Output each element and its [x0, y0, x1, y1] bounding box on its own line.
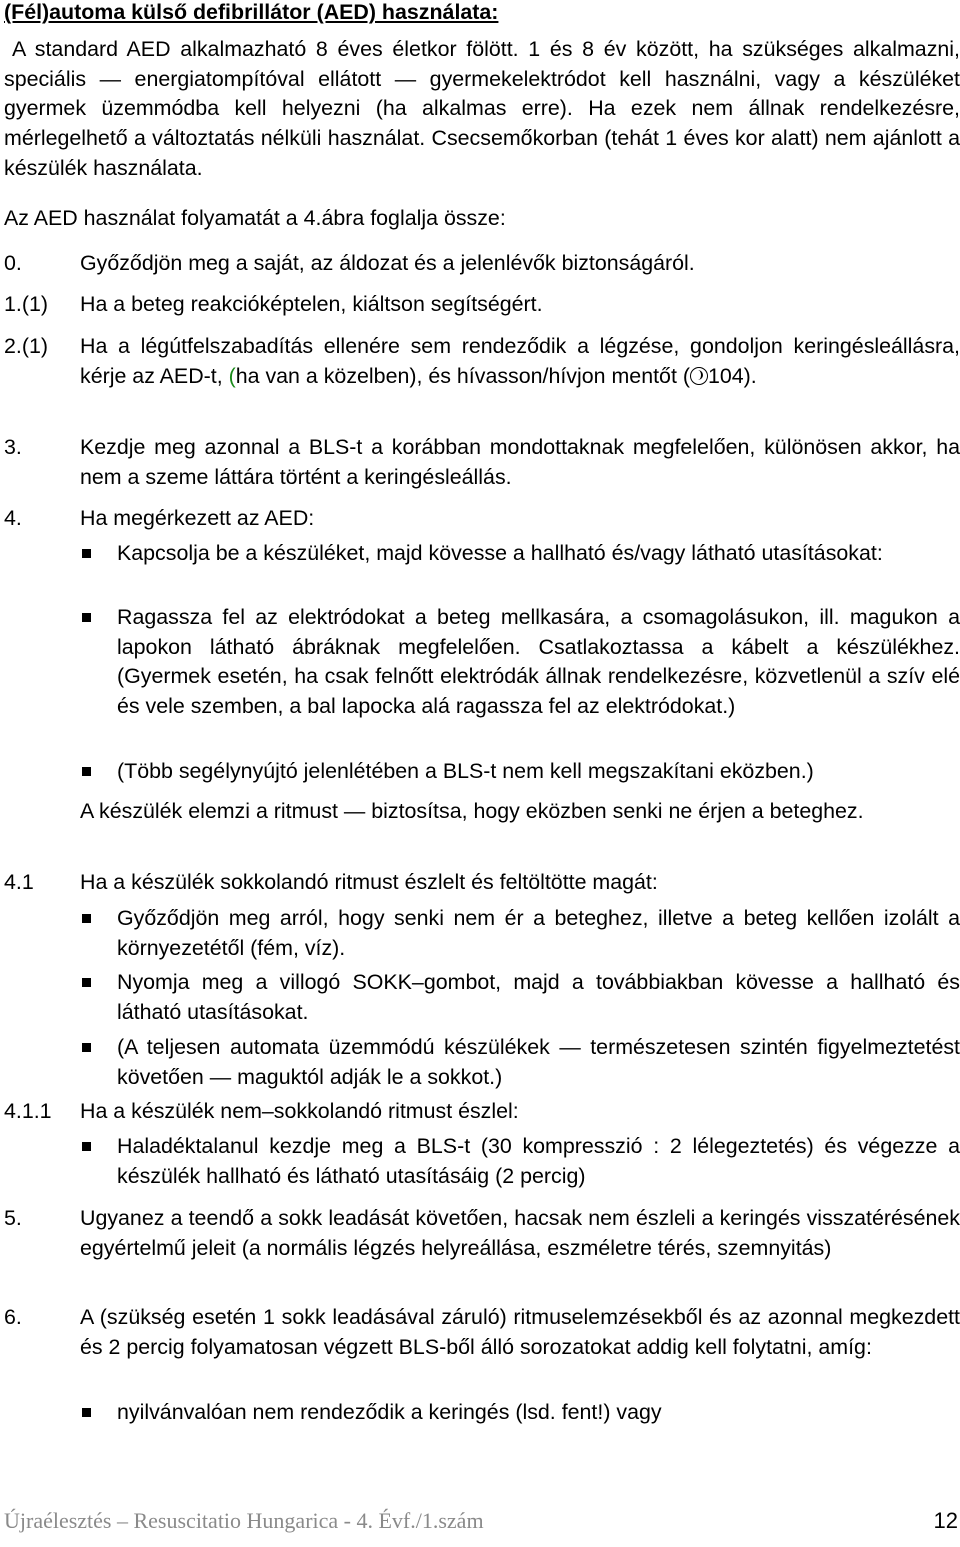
paren-mark: (: [228, 363, 236, 388]
step-4: [4, 504, 960, 534]
bullet-square-icon: [82, 549, 91, 558]
step-number: 5.: [4, 1206, 22, 1230]
step-text: Kezdje meg azonnal a BLS-t a korábban mondottaknak megfelelően, különösen akkor, ha nem a szeme láttára történt a keringésleállás.: [80, 435, 960, 489]
step-text: Ha megérkezett az AED:: [80, 506, 315, 530]
bullet-square-icon: [82, 978, 91, 987]
step-3: [4, 433, 960, 492]
step-text: Ha a készülék nem–sokkolandó ritmust észlel:: [80, 1099, 519, 1123]
bullet-item: [76, 603, 960, 722]
intro-paragraph: A standard AED alkalmazható 8 éves életkor fölött. 1 és 8 év között, ha szükséges alkalmazni, speciális — energiatompítóval ellátott — gyermekelektródot kell használni, vagy a készüléket gyermek üzemmódba kell helyezni (ha alkalmas erre). Ha ezek nem állnak rendelkezésre, mérlegelhető a változtatás nélküli használat. Csecsemőkorban (tehát 1 éves kor alatt) nem ajánlott a készülék használata.: [4, 37, 960, 180]
bullet-square-icon: [82, 1408, 91, 1417]
step-number: 4.1: [4, 870, 34, 894]
step-text-part: Ha a légútfelszabadítás ellenére sem rendeződik a légzése, gondoljon keringésleállásra, kérje az AED-t,: [80, 334, 960, 388]
step-2: [4, 332, 960, 391]
bullet-square-icon: [82, 767, 91, 776]
bullet-square-icon: [82, 1043, 91, 1052]
bullet-text: nyilvánvalóan nem rendeződik a keringés (lsd. fent!) vagy: [117, 1400, 662, 1424]
step-text: Győződjön meg a saját, az áldozat és a jelenlévők biztonságáról.: [80, 251, 695, 275]
bullet-text: Ragassza fel az elektródokat a beteg mellkasára, a csomagolásukon, ill. magukon a lapokon látható ábráknak megfelelően. Csatlakoztassa a kábelt a készülékhez. (Gyermek esetén, ha csak felnőtt elektródák állnak rendelkezésre, közvetlenül a szív elé és vele szemben, a bal lapocka alá ragassza fel az elektródokat.): [117, 605, 960, 719]
bullet-item: [76, 904, 960, 963]
step-number: 4.1.1: [4, 1099, 52, 1123]
step-number: 1.(1): [4, 292, 48, 316]
bullet-item: [76, 1398, 960, 1428]
step-text: A (szükség esetén 1 sokk leadásával záruló) ritmuselemzésekből és az azonnal megkezdett és 2 percig folyamatosan végzett BLS-ből álló sorozatokat addig kell folytatni, amíg:: [80, 1305, 960, 1359]
bullet-text: (A teljesen automata üzemmódú készülékek — természetesen szintén figyelmeztetést követően — maguktól adják le a sokkot.): [117, 1035, 960, 1089]
page-title: (Fél)automa külső defibrillátor (AED) használata:: [4, 0, 499, 24]
bullet-square-icon: [82, 1142, 91, 1151]
bullet-text: Haladéktalanul kezdje meg a BLS-t (30 kompresszió : 2 lélegeztetés) és végezze a készülék hallható és látható utasításáig (2 percig): [117, 1134, 960, 1188]
bullet-item: [76, 1033, 960, 1092]
step-4-1: [4, 868, 960, 898]
bullet-text: Győződjön meg arról, hogy senki nem ér a beteghez, illetve a beteg kellően izolált a környezetétől (fém, víz).: [117, 906, 960, 960]
step-text: [80, 332, 960, 391]
step-0: [4, 249, 960, 279]
summary-line: Az AED használat folyamatát a 4.ábra foglalja össze:: [4, 206, 506, 230]
bullet-square-icon: [82, 914, 91, 923]
analyze-note: A készülék elemzi a ritmust — biztosítsa, hogy eközben senki ne érjen a beteghez.: [80, 799, 864, 823]
page-footer: [4, 1508, 960, 1540]
step-1: [4, 290, 960, 320]
step-text: Ha a beteg reakcióképtelen, kiáltson segítségért.: [80, 292, 543, 316]
bullet-text: Nyomja meg a villogó SOKK–gombot, majd a továbbiakban kövesse a hallható és látható utasításokat.: [117, 970, 960, 1024]
step-text-part: 104).: [707, 363, 757, 388]
step-5: [4, 1204, 960, 1263]
step-number: 4.: [4, 506, 22, 530]
bullet-square-icon: [82, 613, 91, 622]
step-6: [4, 1303, 960, 1362]
bullet-item: [76, 539, 960, 569]
step-number: 6.: [4, 1305, 22, 1329]
footer-journal-text: Újraélesztés – Resuscitatio Hungarica - 4. Évf./1.szám: [4, 1508, 484, 1533]
step-text-part: ha van a közelben), és hívasson/hívjon mentőt (: [235, 363, 690, 388]
bullet-text: Kapcsolja be a készüléket, majd kövesse a hallható és/vagy látható utasításokat:: [117, 541, 883, 565]
page-number: 12: [933, 1508, 958, 1533]
phone-icon: [690, 367, 708, 385]
step-text: Ugyanez a teendő a sokk leadását követően, hacsak nem észleli a keringés visszatérésének egyértelmű jeleit (a normális légzés helyreállása, eszméletre térés, szemnyitás): [80, 1206, 960, 1260]
bullet-item: [76, 1132, 960, 1191]
step-text: Ha a készülék sokkolandó ritmust észlelt és feltöltötte magát:: [80, 870, 658, 894]
bullet-item: [76, 968, 960, 1027]
bullet-text: (Több segélynyújtó jelenlétében a BLS-t nem kell megszakítani eközben.): [117, 759, 814, 783]
step-4-1-1: [4, 1097, 960, 1127]
step-number: 2.(1): [4, 334, 48, 358]
bullet-item: [76, 757, 960, 787]
step-number: 3.: [4, 435, 22, 459]
step-number: 0.: [4, 251, 22, 275]
